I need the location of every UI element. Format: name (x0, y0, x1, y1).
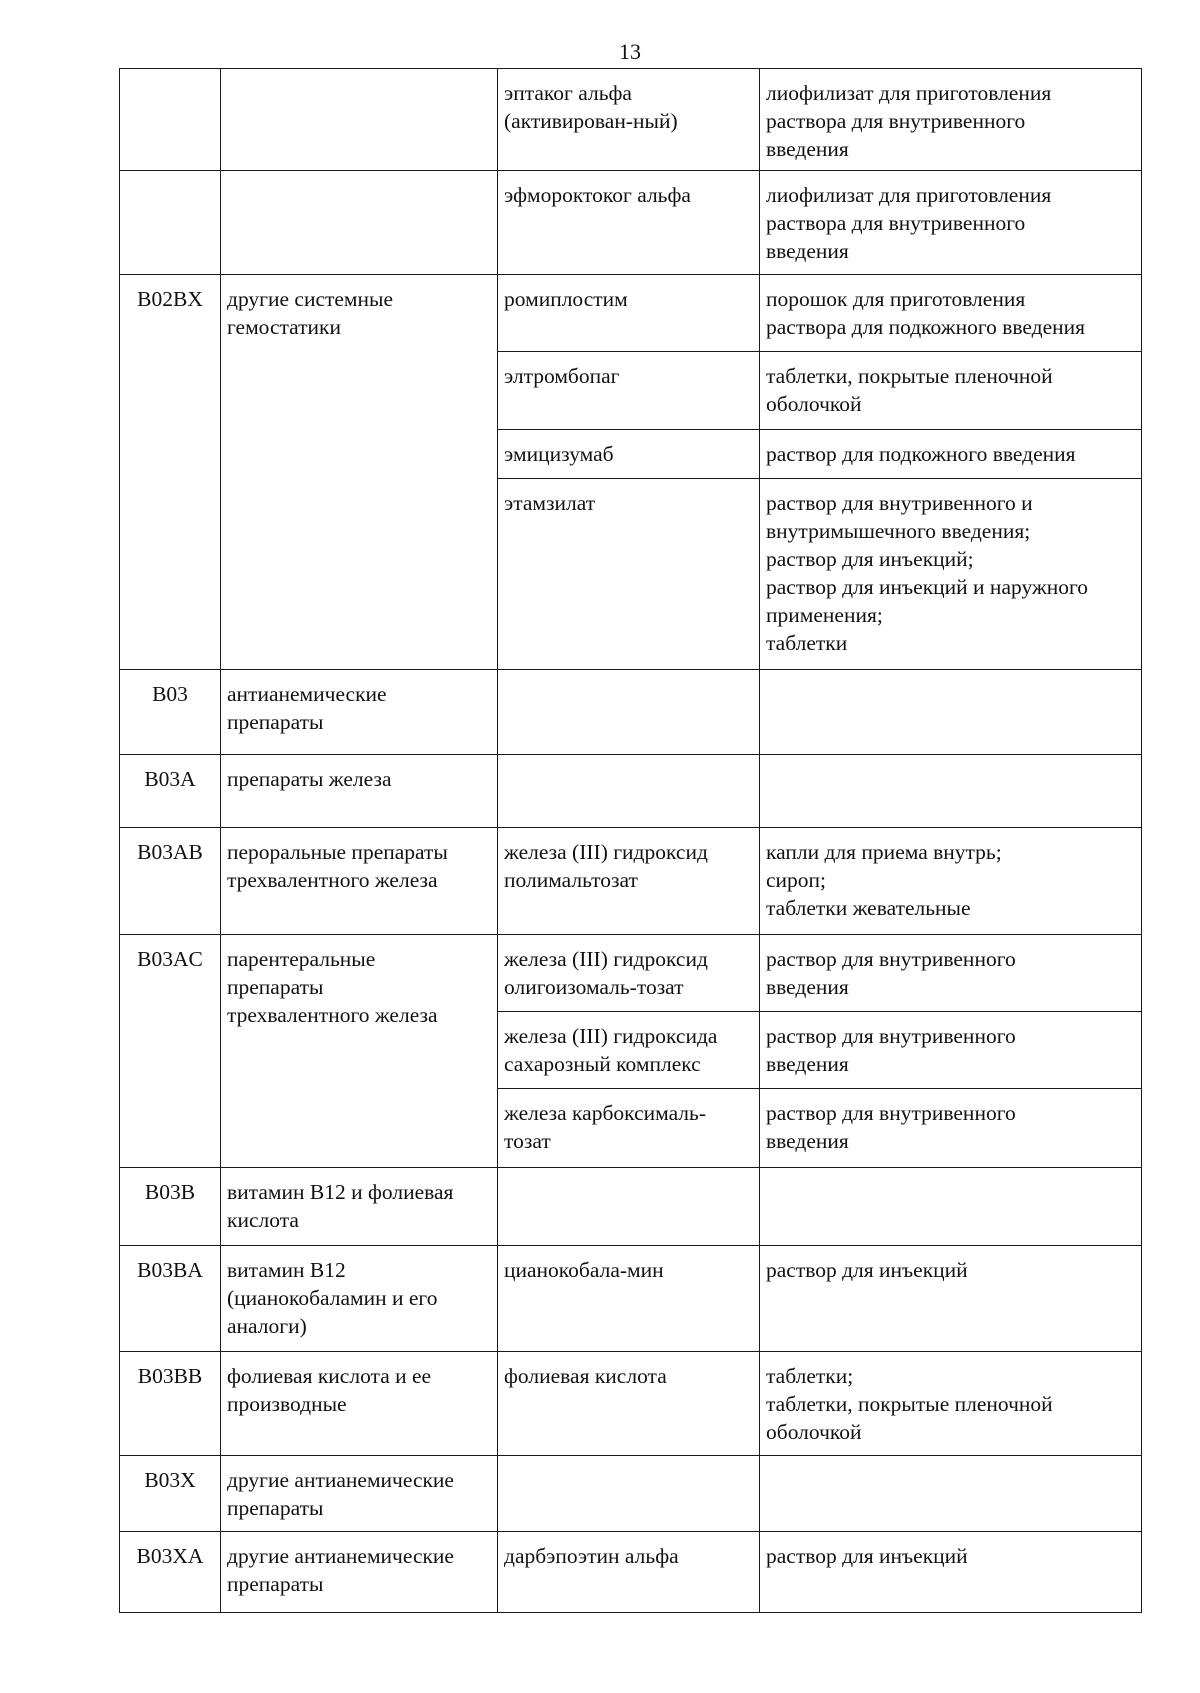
atc-group-cell: антианемические препараты (221, 670, 498, 755)
table-row (120, 670, 1142, 755)
atc-code-cell: B03BA (120, 1246, 221, 1352)
atc-code-cell: B03XA (120, 1532, 221, 1613)
table-row (120, 1352, 1142, 1456)
atc-code-cell: B03AB (120, 828, 221, 935)
drug-name-cell (498, 755, 760, 828)
dosage-form-cell: раствор для инъекций (760, 1532, 1142, 1613)
page-number: 13 (619, 39, 641, 64)
atc-group-cell: витамин B12 и фолиевая кислота (221, 1168, 498, 1246)
table-row (120, 1168, 1142, 1246)
atc-group-cell: фолиевая кислота и ее производные (221, 1352, 498, 1456)
atc-code-cell: B03BB (120, 1352, 221, 1456)
atc-group-cell: препараты железа (221, 755, 498, 828)
dosage-form-cell: капли для приема внутрь; сироп; таблетки жевательные (760, 828, 1142, 935)
dosage-form-cell: раствор для инъекций (760, 1246, 1142, 1352)
dosage-form-cell: лиофилизат для приготовления раствора для внутривенного введения (760, 171, 1142, 275)
atc-group-cell: другие антианемические препараты (221, 1456, 498, 1532)
atc-code-cell (120, 69, 221, 171)
drug-name-cell: железа (III) гидроксид олигоизомаль-тозат (498, 935, 760, 1012)
drug-name-cell: этамзилат (498, 479, 760, 670)
atc-group-cell (221, 69, 498, 171)
dosage-form-cell (760, 1456, 1142, 1532)
dosage-form-cell: таблетки; таблетки, покрытые пленочной оболочкой (760, 1352, 1142, 1456)
dosage-form-cell: раствор для внутривенного введения (760, 1012, 1142, 1089)
table-row (120, 171, 1142, 275)
drug-name-cell: железа (III) гидроксида сахарозный комплекс (498, 1012, 760, 1089)
dosage-form-cell (760, 670, 1142, 755)
dosage-form-cell: таблетки, покрытые пленочной оболочкой (760, 352, 1142, 430)
atc-group-cell: витамин B12 (цианокобаламин и его аналоги) (221, 1246, 498, 1352)
atc-code-cell: B03A (120, 755, 221, 828)
atc-code-cell (120, 171, 221, 275)
drug-name-cell (498, 670, 760, 755)
table-row (120, 1532, 1142, 1613)
drug-name-cell: цианокобала-мин (498, 1246, 760, 1352)
table-row (120, 935, 1142, 1012)
dosage-form-cell (760, 755, 1142, 828)
drug-name-cell: эмицизумаб (498, 430, 760, 479)
atc-code-cell: B03 (120, 670, 221, 755)
table-row (120, 69, 1142, 171)
drug-name-cell: дарбэпоэтин альфа (498, 1532, 760, 1613)
drug-name-cell (498, 1456, 760, 1532)
dosage-form-cell: раствор для подкожного введения (760, 430, 1142, 479)
drug-name-cell: ромиплостим (498, 275, 760, 352)
drug-name-cell: железа карбоксималь- тозат (498, 1089, 760, 1168)
dosage-form-cell (760, 1168, 1142, 1246)
atc-code-cell: B03X (120, 1456, 221, 1532)
atc-code-cell: B03B (120, 1168, 221, 1246)
dosage-form-cell: раствор для внутривенного введения (760, 1089, 1142, 1168)
atc-group-cell: другие антианемические препараты (221, 1532, 498, 1613)
atc-code-cell: B03AC (120, 935, 221, 1168)
table-row (120, 1246, 1142, 1352)
table-row (120, 275, 1142, 352)
drug-name-cell: элтромбопаг (498, 352, 760, 430)
dosage-form-cell: раствор для внутривенного и внутримышечного введения; раствор для инъекций; раствор для инъекций и наружного применения; таблетки (760, 479, 1142, 670)
atc-group-cell: парентеральные препараты трехвалентного железа (221, 935, 498, 1168)
drug-classification-table (119, 68, 1142, 1613)
drug-name-cell: фолиевая кислота (498, 1352, 760, 1456)
atc-group-cell: другие системные гемостатики (221, 275, 498, 670)
dosage-form-cell: лиофилизат для приготовления раствора для внутривенного введения (760, 69, 1142, 171)
atc-group-cell: пероральные препараты трехвалентного железа (221, 828, 498, 935)
drug-name-cell: эфмороктоког альфа (498, 171, 760, 275)
table-row (120, 828, 1142, 935)
drug-name-cell (498, 1168, 760, 1246)
dosage-form-cell: порошок для приготовления раствора для подкожного введения (760, 275, 1142, 352)
atc-group-cell (221, 171, 498, 275)
drug-name-cell: железа (III) гидроксид полимальтозат (498, 828, 760, 935)
drug-name-cell: эптаког альфа (активирован-ный) (498, 69, 760, 171)
atc-code-cell: B02BX (120, 275, 221, 670)
table-row (120, 755, 1142, 828)
dosage-form-cell: раствор для внутривенного введения (760, 935, 1142, 1012)
table-row (120, 1456, 1142, 1532)
